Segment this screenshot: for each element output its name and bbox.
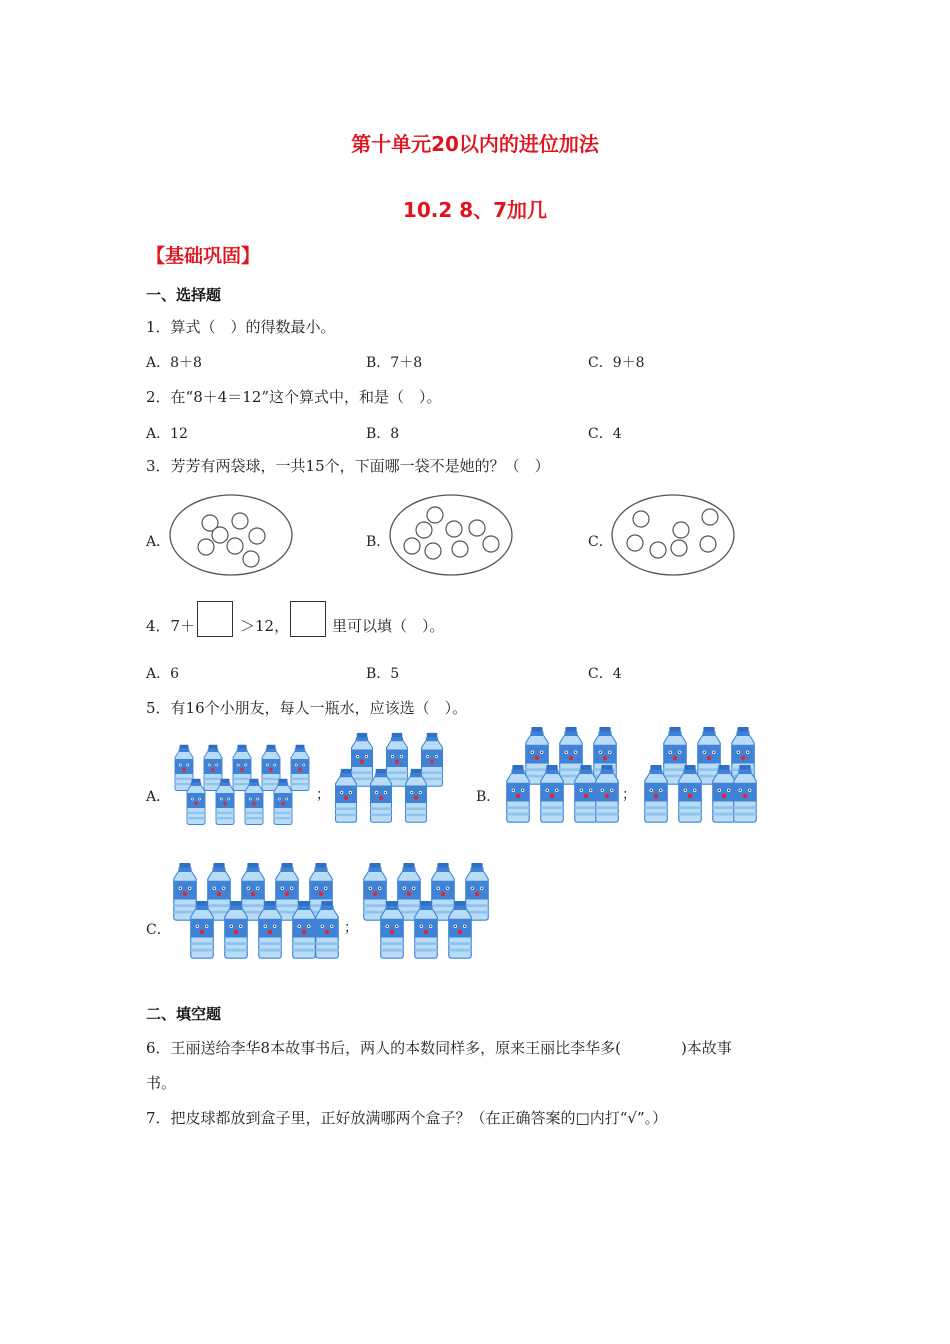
q7-text: 7．把皮球都放到盒子里，正好放满哪两个盒子？（在正确答案的□内打“√”。） bbox=[146, 1109, 668, 1127]
q3-option-b[interactable]: B． bbox=[366, 534, 391, 550]
bottle bbox=[432, 863, 455, 920]
q5-option-a[interactable]: A． bbox=[146, 789, 171, 805]
bottle bbox=[422, 733, 443, 786]
q3-option-a[interactable]: A． bbox=[146, 534, 171, 550]
q1-option-a[interactable]: A．8＋8 bbox=[146, 355, 202, 371]
bottle bbox=[387, 733, 408, 786]
unit-title: 第十单元20以内的进位加法 bbox=[351, 132, 599, 156]
ball bbox=[232, 513, 248, 529]
ball bbox=[627, 535, 643, 551]
bottle bbox=[242, 863, 265, 920]
q5-text: 5．有16个小朋友，每人一瓶水，应该选（ ）。 bbox=[146, 699, 468, 717]
q6-text-line1: 6．王丽送给李华8本故事书后，两人的本数同样多，原来王丽比李华多( )本故事 bbox=[146, 1039, 732, 1057]
q3-option-c[interactable]: C． bbox=[588, 534, 613, 550]
ball bbox=[243, 551, 259, 567]
q4-middle: ＞12， bbox=[240, 617, 290, 635]
q1-text: 1．算式（ ）的得数最小。 bbox=[146, 318, 336, 336]
q1-option-b[interactable]: B．7＋8 bbox=[366, 355, 423, 371]
ball bbox=[702, 509, 718, 525]
ball bbox=[650, 542, 666, 558]
q2-option-b[interactable]: B．8 bbox=[366, 426, 400, 442]
bottle bbox=[291, 745, 309, 791]
ball bbox=[469, 520, 485, 536]
q4-prefix: 4．7＋ bbox=[146, 617, 196, 635]
part2-heading: 二、填空题 bbox=[146, 1005, 222, 1023]
bottle bbox=[174, 863, 197, 920]
ball bbox=[673, 522, 689, 538]
q3-text: 3．芳芳有两袋球，一共15个，下面哪一袋不是她的？（ ） bbox=[146, 457, 550, 475]
q5-option-c[interactable]: C． bbox=[146, 922, 171, 938]
ball-bag-a bbox=[168, 493, 294, 577]
bottle-group-a1 bbox=[168, 744, 318, 826]
bottle-group-b2 bbox=[638, 726, 762, 826]
ball bbox=[633, 511, 649, 527]
q4-answer-box-1[interactable] bbox=[197, 601, 233, 637]
ball bbox=[671, 540, 687, 556]
ball bbox=[446, 521, 462, 537]
ball bbox=[452, 541, 468, 557]
bottle bbox=[175, 745, 193, 791]
ball bbox=[249, 528, 265, 544]
ball-bag-b bbox=[388, 493, 514, 577]
ball bbox=[404, 538, 420, 554]
ball bbox=[212, 527, 228, 543]
q4-answer-box-2[interactable] bbox=[290, 601, 326, 637]
lesson-title: 10.2 8、7加几 bbox=[402, 198, 548, 222]
section-label: 【基础巩固】 bbox=[146, 245, 261, 267]
bottle bbox=[364, 863, 387, 920]
ball bbox=[227, 538, 243, 554]
bottle bbox=[352, 733, 373, 786]
ball bbox=[700, 536, 716, 552]
q4-option-c[interactable]: C．4 bbox=[588, 666, 622, 682]
q4-suffix: 里可以填（ ）。 bbox=[332, 617, 445, 635]
bottle bbox=[398, 863, 421, 920]
q5-option-b[interactable]: B． bbox=[476, 789, 501, 805]
bottle-group-c1 bbox=[166, 862, 344, 962]
bottle bbox=[276, 863, 299, 920]
ball-bag-c bbox=[610, 493, 736, 577]
q4-option-a[interactable]: A．6 bbox=[146, 666, 180, 682]
q4-option-b[interactable]: B．5 bbox=[366, 666, 400, 682]
q1-option-c[interactable]: C．9＋8 bbox=[588, 355, 645, 371]
bottle-group-b1 bbox=[500, 726, 624, 826]
q5-separator-c: ； bbox=[344, 920, 358, 936]
q2-option-a[interactable]: A．12 bbox=[146, 426, 188, 442]
ball bbox=[198, 539, 214, 555]
bottle bbox=[466, 863, 489, 920]
ball bbox=[427, 507, 443, 523]
part1-heading: 一、选择题 bbox=[146, 286, 222, 304]
ball bbox=[483, 536, 499, 552]
bottle-group-c2 bbox=[358, 862, 498, 962]
q2-option-c[interactable]: C．4 bbox=[588, 426, 622, 442]
ball bbox=[416, 522, 432, 538]
ball bbox=[425, 543, 441, 559]
bottle bbox=[204, 745, 222, 791]
q5-separator-a: ； bbox=[316, 787, 330, 803]
bottle-group-a2 bbox=[330, 732, 450, 826]
q5-separator-b: ； bbox=[622, 787, 636, 803]
bottle bbox=[208, 863, 231, 920]
q6-text-line2: 书。 bbox=[146, 1074, 177, 1092]
q2-text: 2．在“8＋4＝12”这个算式中，和是（ ）。 bbox=[146, 388, 442, 406]
bottle bbox=[233, 745, 251, 791]
bottle bbox=[262, 745, 280, 791]
